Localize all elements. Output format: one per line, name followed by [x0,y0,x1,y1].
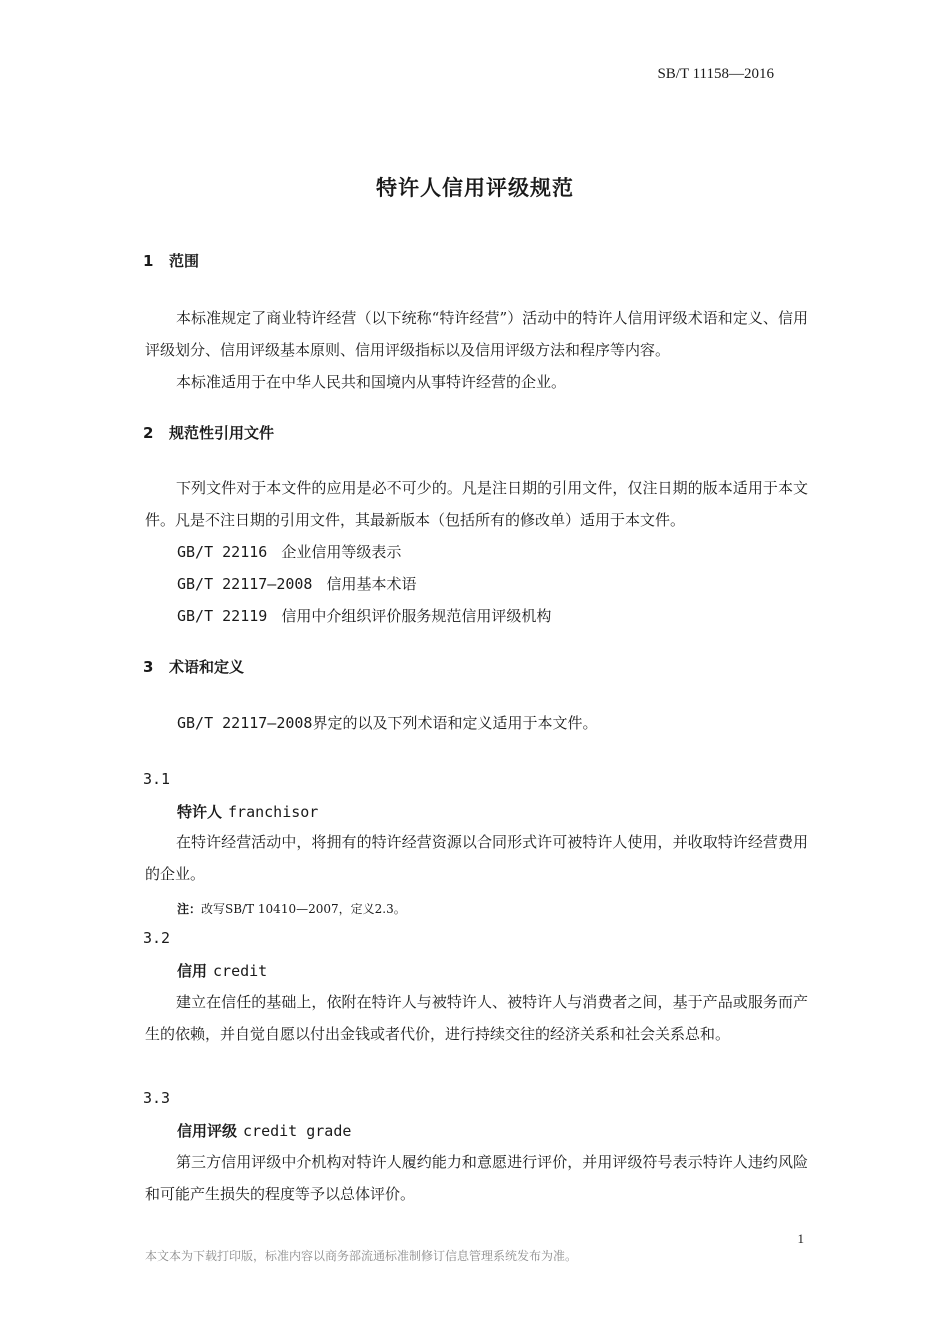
reference-title: 信用中介组织评价服务规范信用评级机构 [281,607,552,625]
section-2-paragraph-1: 下列文件对于本文件的应用是必不可少的。凡是注日期的引用文件，仅注日期的版本适用于本文件。凡是不注日期的引用文件，其最新版本（包括所有的修改单）适用于本文件。 [145,479,808,529]
reference-title: 企业信用等级表示 [281,543,402,561]
term-definition: 在特许经营活动中，将拥有的特许经营资源以合同形式许可被特许人使用，并收取特许经营费用的企业。 [145,833,808,883]
note-label: 注： [177,902,202,916]
term-name [177,960,267,981]
term-note [177,900,406,917]
normative-reference [177,541,401,562]
section-number: 1 [143,252,154,270]
term-english: credit [213,962,268,980]
section-number: 3 [143,658,154,676]
reference-code: GB/T 22117—2008 [177,714,313,732]
term-english: credit grade [243,1122,352,1140]
normative-reference [177,573,416,594]
term-definition: 第三方信用评级中介机构对特许人履约能力和意愿进行评价，并用评级符号表示特许人违约风险和可能产生损失的程度等予以总体评价。 [145,1153,808,1203]
document-title: 特许人信用评级规范 [376,176,574,200]
term-definition: 建立在信任的基础上，依附在特许人与被特许人、被特许人与消费者之间，基于产品或服务而产生的依赖，并自觉自愿以付出金钱或者代价，进行持续交往的经济关系和社会关系总和。 [145,993,808,1043]
section-3-intro [177,712,597,733]
intro-text: 界定的以及下列术语和定义适用于本文件。 [312,714,598,732]
section-number: 2 [143,424,154,442]
section-1-paragraph-2: 本标准适用于在中华人民共和国境内从事特许经营的企业。 [176,373,567,391]
normative-reference [177,605,551,626]
section-3-heading [143,656,244,677]
footer-disclaimer: 本文本为下载打印版，标准内容以商务部流通标准制修订信息管理系统发布为准。 [145,1249,578,1263]
term-number: 3.2 [143,929,171,947]
section-1-paragraph-1: 本标准规定了商业特许经营（以下统称“特许经营”）活动中的特许人信用评级术语和定义、信用评级划分、信用评级基本原则、信用评级指标以及信用评级方法和程序等内容。 [145,309,808,359]
section-title: 规范性引用文件 [169,424,275,442]
reference-title: 信用基本术语 [326,575,417,593]
term-name [177,1120,351,1141]
term-number: 3.1 [143,770,171,788]
standard-code: SB/T 11158—2016 [657,66,774,82]
term-english: franchisor [228,803,319,821]
section-title: 范围 [169,252,200,270]
term-chinese: 信用 [177,962,208,980]
page-number: 1 [797,1231,804,1246]
term-number: 3.3 [143,1089,171,1107]
section-1-heading [143,250,199,271]
reference-code: GB/T 22119 [177,607,268,625]
reference-code: GB/T 22117—2008 [177,575,313,593]
section-2-heading [143,422,274,443]
term-chinese: 特许人 [177,803,223,821]
term-chinese: 信用评级 [177,1122,238,1140]
note-text: 改写SB/T 10410—2007，定义2.3。 [201,902,406,916]
section-title: 术语和定义 [169,658,245,676]
reference-code: GB/T 22116 [177,543,268,561]
term-name [177,801,318,822]
